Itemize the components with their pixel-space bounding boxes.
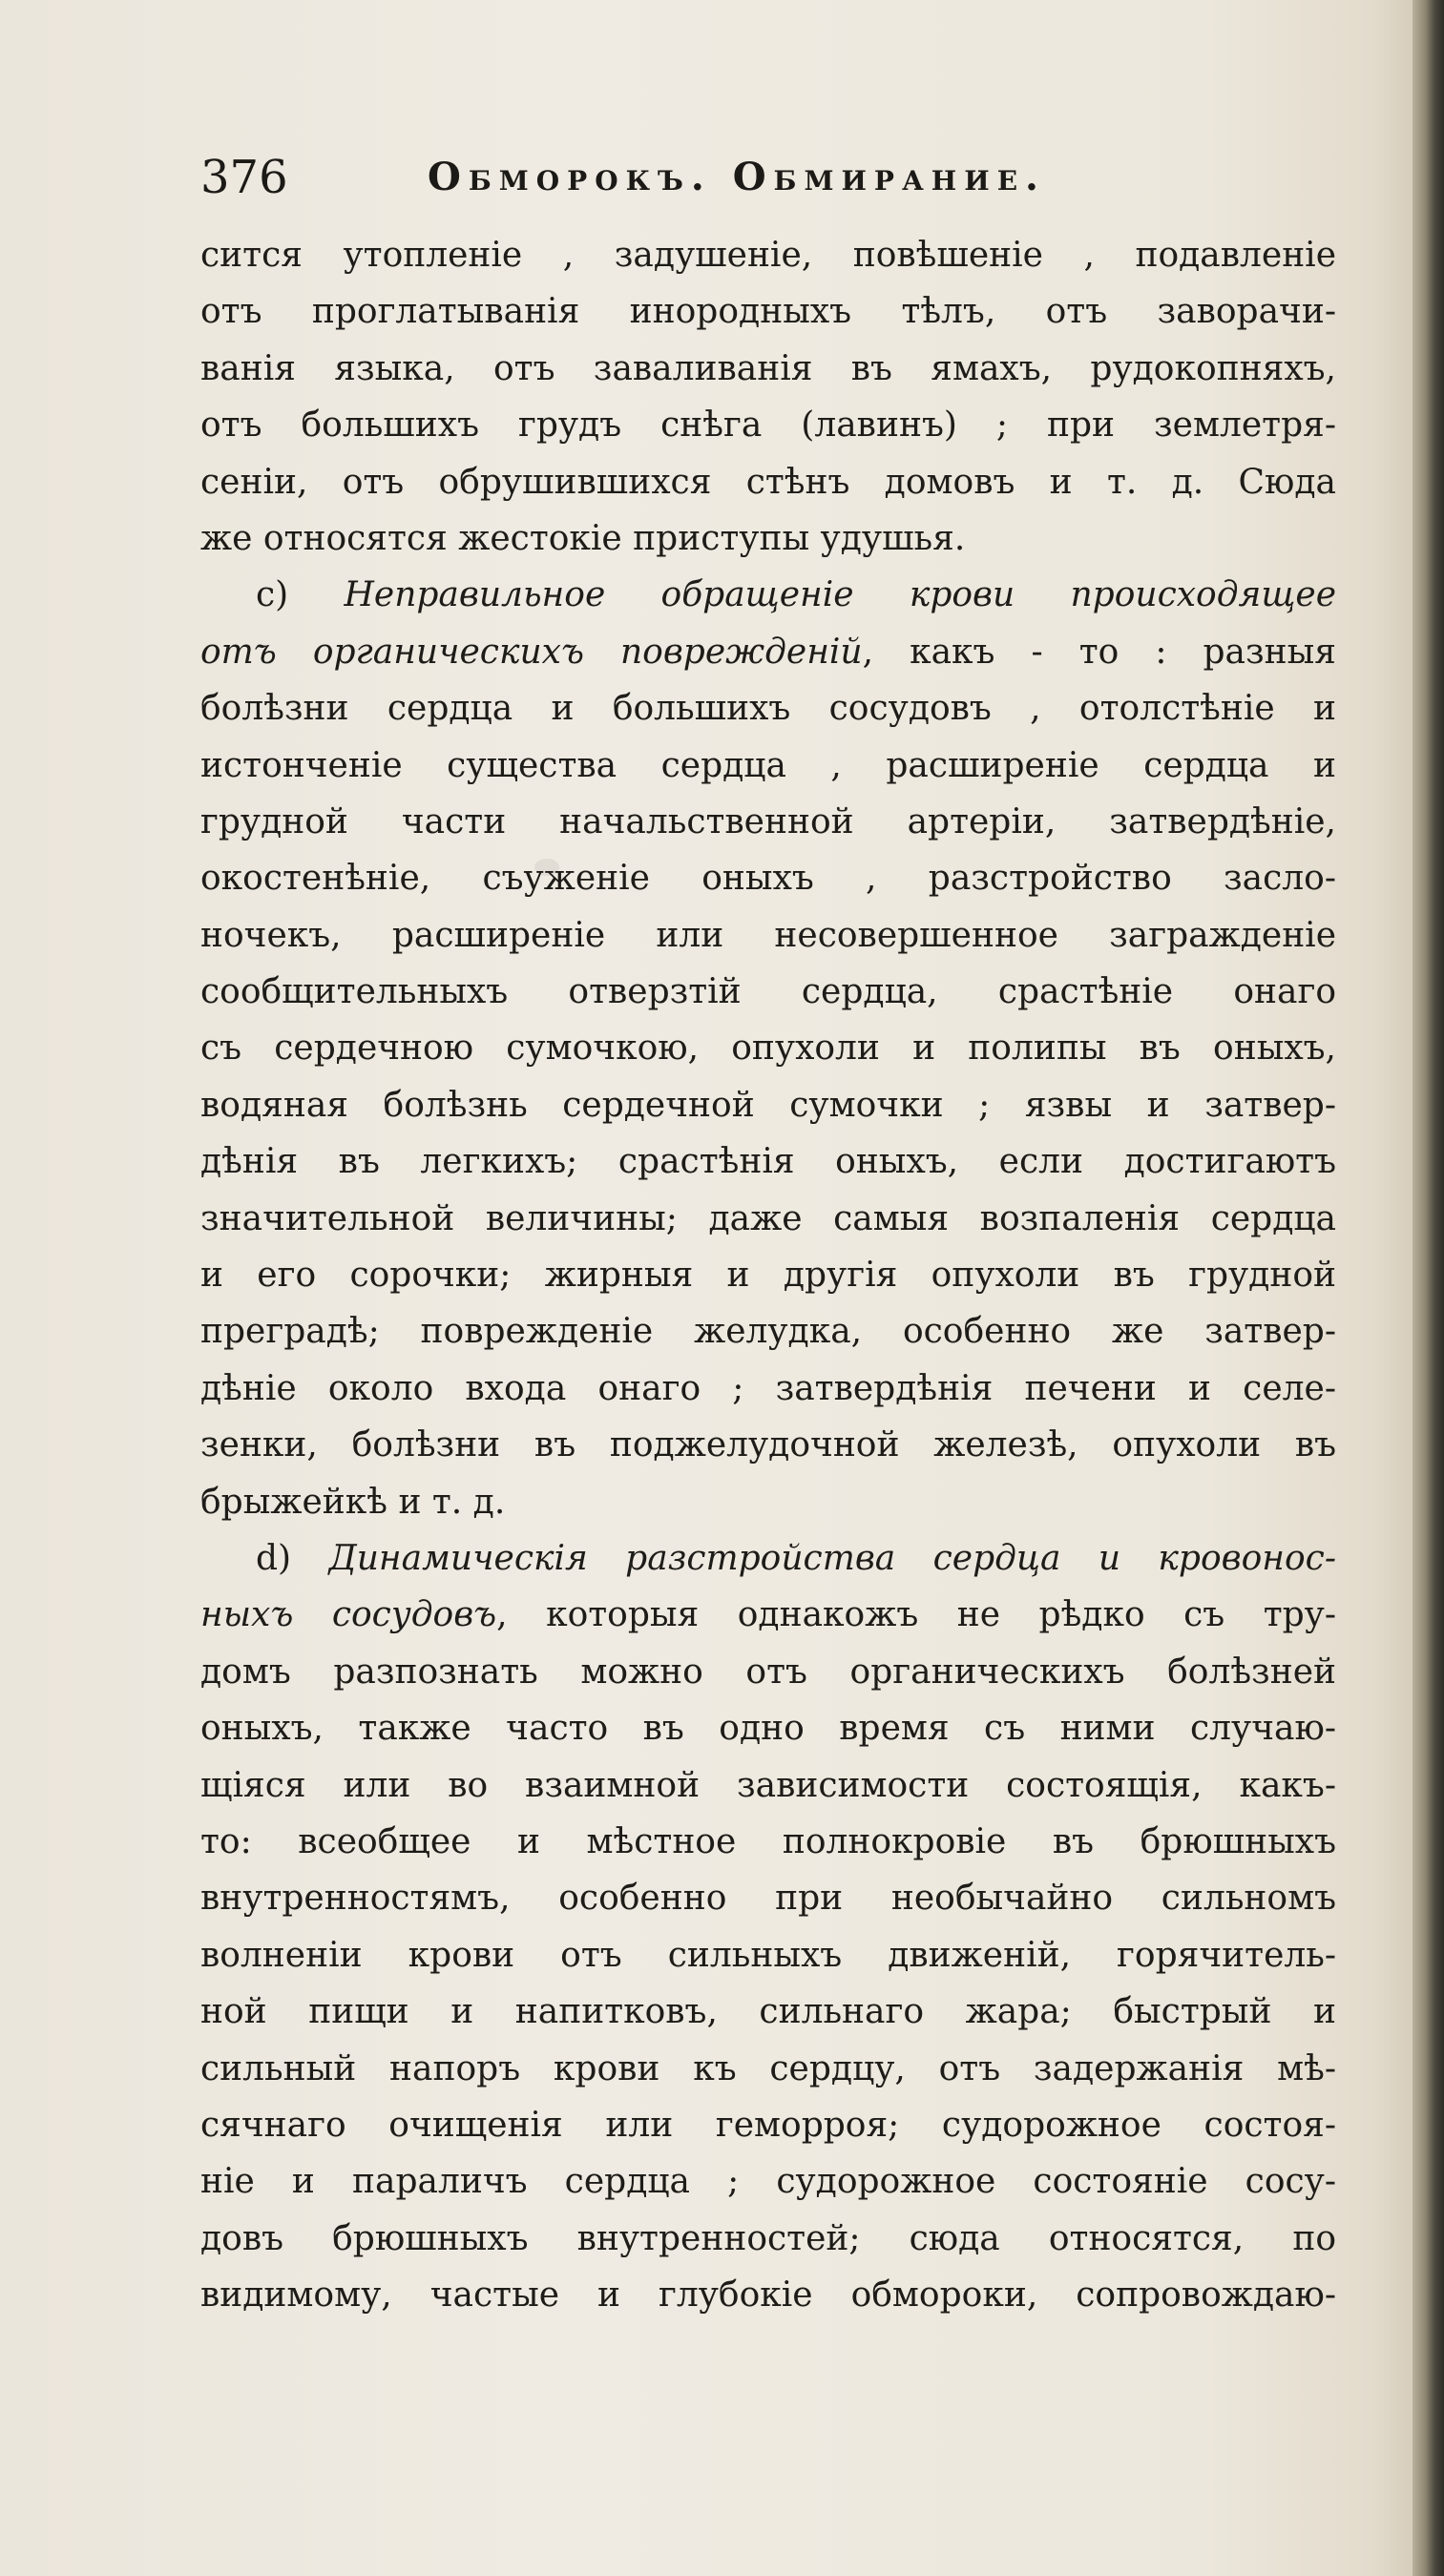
text-line: ной пищи и напитковъ, сильнаго жара; быстрый и: [200, 1992, 1336, 2032]
text-line: преградѣ; поврежденіе желудка, особенно же затвер-: [200, 1312, 1336, 1352]
page-number: 376: [200, 151, 288, 204]
text-line: дѣнія въ легкихъ; срастѣнія оныхъ, если достигаютъ: [200, 1142, 1336, 1182]
text-line: сеніи, отъ обрушившихся стѣнъ домовъ и т. д. Сюда: [200, 462, 1336, 502]
text-line-section-d: d) Динамическія разстройства сердца и кровонос-: [256, 1538, 1336, 1578]
text-line: зенки, болѣзни въ поджелудочной железѣ, опухоли въ: [200, 1425, 1336, 1465]
text-line: ныхъ сосудовъ, которыя однакожъ не рѣдко съ тру-: [200, 1595, 1336, 1635]
text-line: брыжейкѣ и т. д.: [200, 1482, 506, 1522]
text-line: значительной величины; даже самыя возпаленія сердца: [200, 1198, 1336, 1238]
text-line: сообщительныхъ отверзтій сердца, срастѣніе онаго: [200, 972, 1336, 1012]
text-line: дѣніе около входа онаго ; затвердѣнія печени и селе-: [200, 1368, 1336, 1408]
text-line: внутренностямъ, особенно при необычайно сильномъ: [200, 1879, 1336, 1919]
text-line: же относятся жестокіе приступы удушья.: [200, 518, 966, 558]
body-text: [200, 227, 1336, 2323]
text-line: отъ проглатыванія инородныхъ тѣлъ, отъ заворачи-: [200, 292, 1336, 332]
text-line: сильный напоръ крови къ сердцу, отъ задержанія мѣ-: [200, 2048, 1336, 2088]
text-line: щіяся или во взаимной зависимости состоящія, какъ-: [200, 1765, 1336, 1805]
text-line: истонченіе существа сердца , расширеніе сердца и: [200, 745, 1336, 785]
text-line: отъ большихъ грудъ снѣга (лавинъ) ; при землетря-: [200, 405, 1336, 446]
text-line: окостенѣніе, съуженіе оныхъ , разстройство засло-: [200, 859, 1336, 899]
paper-stain: [534, 859, 559, 876]
text-line: болѣзни сердца и большихъ сосудовъ , отолстѣніе и: [200, 689, 1336, 729]
text-line: отъ органическихъ поврежденій, какъ - то : разныя: [200, 632, 1336, 672]
text-line: волненіи крови отъ сильныхъ движеній, горячитель-: [200, 1935, 1336, 1975]
text-line: ніе и параличъ сердца ; судорожное состояніе сосу-: [200, 2162, 1336, 2202]
book-binding-edge: [1413, 0, 1444, 2576]
text-line: оныхъ, также часто въ одно время съ ними случаю-: [200, 1709, 1336, 1749]
text-line: водяная болѣзнь сердечной сумочки ; язвы и затвер-: [200, 1085, 1336, 1125]
text-line: сится утопленіе , задушеніе, повѣшеніе , подавленіе: [200, 236, 1336, 275]
text-line: домъ разпознать можно отъ органическихъ болѣзней: [200, 1652, 1336, 1692]
text-line: съ сердечною сумочкою, опухоли и полипы въ оныхъ,: [200, 1028, 1336, 1069]
text-line: ночекъ, расширеніе или несовершенное загражденіе: [200, 915, 1336, 955]
running-title: Обморокъ. Обмирание.: [428, 155, 1046, 199]
running-head: [200, 143, 1346, 212]
text-line: довъ брюшныхъ внутренностей; сюда относятся, по: [200, 2218, 1336, 2258]
text-line: то: всеобщее и мѣстное полнокровіе въ брюшныхъ: [200, 1821, 1336, 1861]
text-line-section-c: c) Неправильное обращеніе крови происходящее: [256, 575, 1336, 615]
text-line: видимому, частые и глубокіе обмороки, сопровождаю-: [200, 2275, 1336, 2316]
text-line: грудной части начальственной артеріи, затвердѣніе,: [200, 801, 1336, 841]
text-line: ванія языка, отъ заваливанія въ ямахъ, рудокопняхъ,: [200, 348, 1336, 388]
text-line: сячнаго очищенія или геморроя; судорожное состоя-: [200, 2105, 1336, 2145]
text-line: и его сорочки; жирныя и другія опухоли въ грудной: [200, 1256, 1336, 1296]
